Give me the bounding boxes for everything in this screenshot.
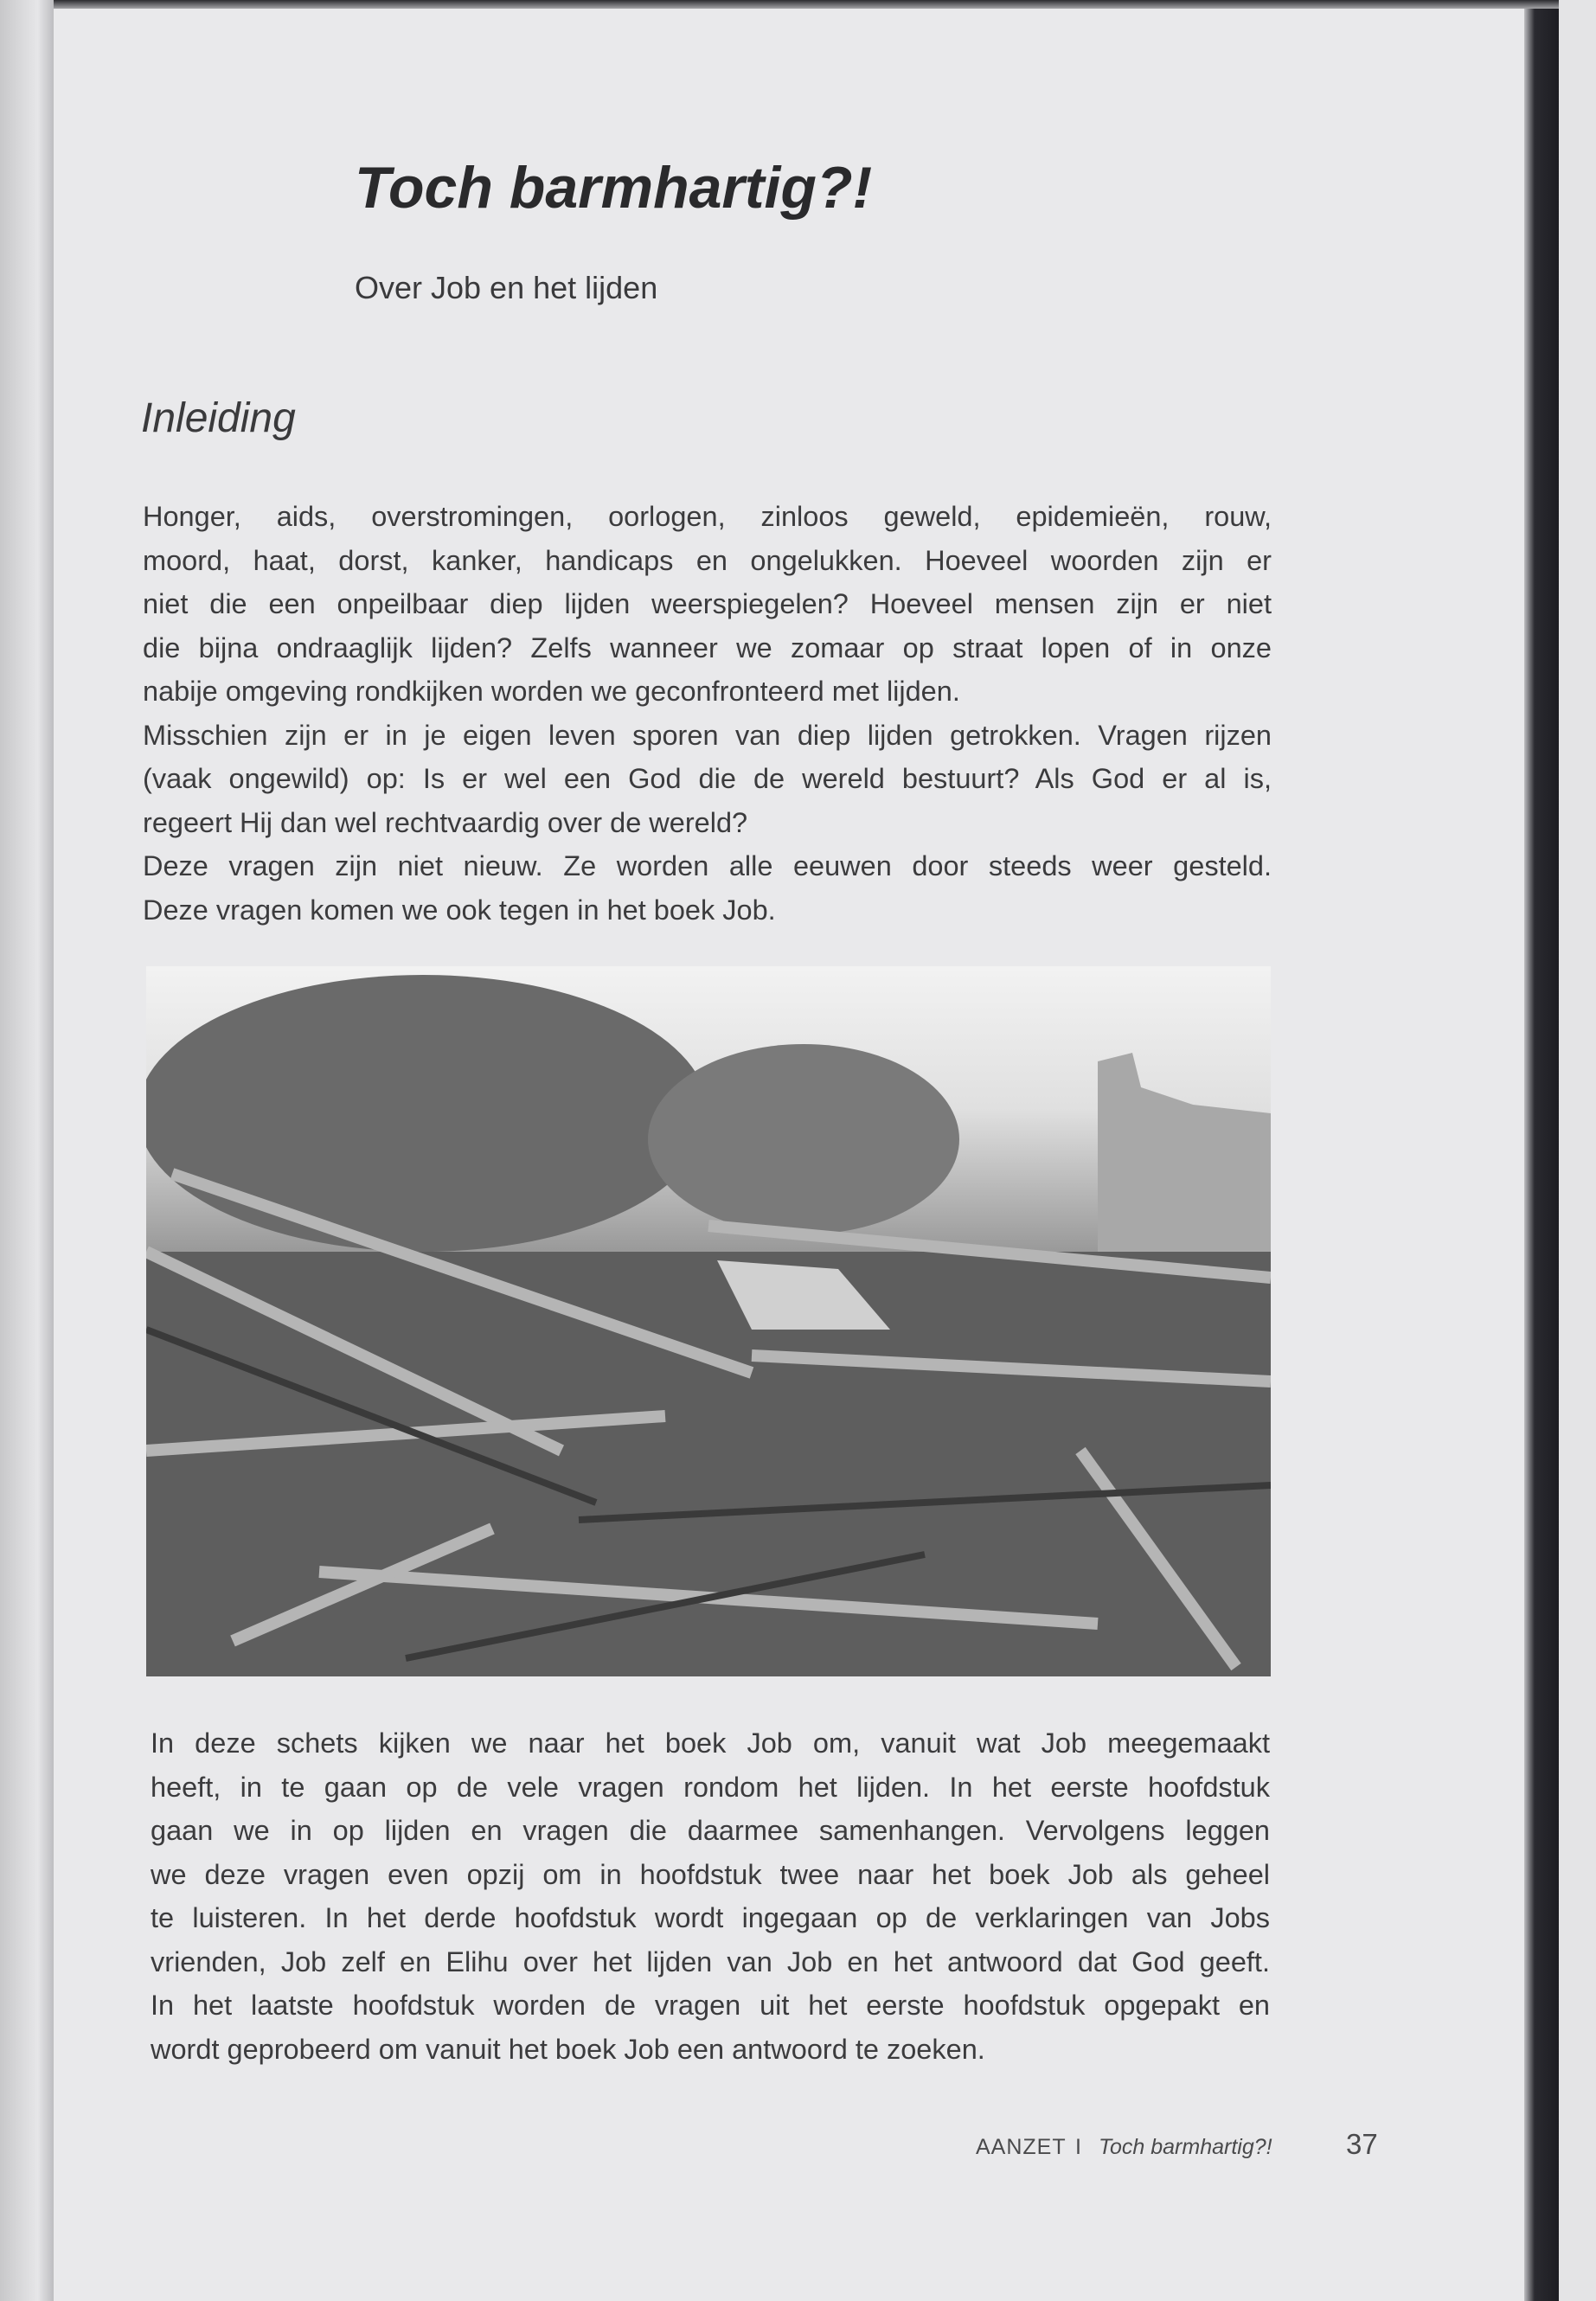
text-line: In deze schets kijken we naar het boek Job om, vanuit wat Job meegemaakt <box>151 1727 1270 1759</box>
running-footer-title: Toch barmhartig?! <box>1099 2135 1272 2159</box>
text-line: niet die een onpeilbaar diep lijden weerspiegelen? Hoeveel mensen zijn er niet <box>143 588 1272 619</box>
running-footer-label: AANZET <box>976 2135 1067 2159</box>
text-line: moord, haat, dorst, kanker, handicaps en ongelukken. Hoeveel woorden zijn er <box>143 544 1272 576</box>
text-line: Honger, aids, overstromingen, oorlogen, zinloos geweld, epidemieën, rouw, <box>143 501 1272 532</box>
text-line: gaan we in op lijden en vragen die daarmee samenhangen. Vervolgens leggen <box>151 1815 1270 1846</box>
page-number: 37 <box>1346 2128 1378 2160</box>
text-line: vrienden, Job zelf en Elihu over het lijden van Job en het antwoord dat God geeft. <box>151 1945 1270 1977</box>
page-gutter <box>0 0 54 2301</box>
tree-canopy <box>146 975 708 1252</box>
rubble-ground <box>146 1252 1271 1676</box>
text-line: te luisteren. In het derde hoofdstuk wordt ingegaan op de verklaringen van Jobs <box>151 1902 1270 1933</box>
text-line: nabije omgeving rondkijken worden we geconfronteerd met lijden. <box>143 676 960 707</box>
text-line: Misschien zijn er in je eigen leven sporen van diep lijden getrokken. Vragen rijzen <box>143 719 1272 751</box>
text-line: Deze vragen zijn niet nieuw. Ze worden alle eeuwen door steeds weer gesteld. <box>143 850 1272 881</box>
text-line: die bijna ondraaglijk lijden? Zelfs wanneer we zomaar op straat lopen of in onze <box>143 631 1272 663</box>
running-footer-separator: I <box>1075 2135 1081 2159</box>
text-line: (vaak ongewild) op: Is er wel een God die de wereld bestuurt? Als God er al is, <box>143 763 1272 794</box>
text-line: wordt geprobeerd om vanuit het boek Job een antwoord te zoeken. <box>151 2033 985 2065</box>
page-title: Toch barmhartig?! <box>355 155 873 221</box>
book-cover-edge <box>1524 9 1559 2301</box>
overview-paragraph <box>151 1721 1270 2071</box>
text-line: heeft, in te gaan op de vele vragen rondom het lijden. In het eerste hoofdstuk <box>151 1771 1270 1803</box>
section-heading: Inleiding <box>141 395 296 441</box>
text-line: Deze vragen komen we ook tegen in het boek Job. <box>143 894 776 926</box>
background <box>1559 0 1596 2301</box>
text-line: In het laatste hoofdstuk worden de vragen uit het eerste hoofdstuk opgepakt en <box>151 1990 1270 2021</box>
page-subtitle: Over Job en het lijden <box>355 270 658 305</box>
rubble-photo <box>146 966 1271 1676</box>
intro-paragraph <box>143 495 1272 932</box>
text-line: we deze vragen even opzij om in hoofdstuk twee naar het boek Job als geheel <box>151 1858 1270 1890</box>
text-line: regeert Hij dan wel rechtvaardig over de wereld? <box>143 806 748 838</box>
ruined-wall <box>1098 1053 1271 1252</box>
tree-canopy <box>648 1044 959 1234</box>
photo-illustration <box>146 966 1271 1676</box>
